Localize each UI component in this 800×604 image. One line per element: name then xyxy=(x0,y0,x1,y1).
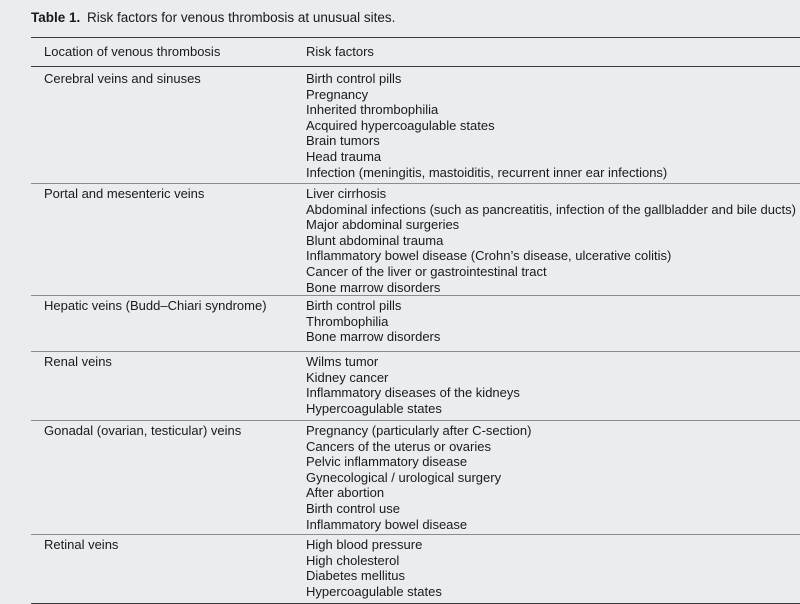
row-separator xyxy=(31,534,800,535)
risk-factor-item: Blunt abdominal trauma xyxy=(306,232,444,248)
risk-factors-cell xyxy=(306,537,800,599)
risk-factor-item: High blood pressure xyxy=(306,537,423,552)
risk-factor-item: Kidney cancer xyxy=(306,369,389,385)
risk-factor-item: Bone marrow disorders xyxy=(306,279,441,295)
row-separator xyxy=(31,420,800,421)
location-cell: Cerebral veins and sinuses xyxy=(44,71,201,86)
risk-factor-item: Cancers of the uterus or ovaries xyxy=(306,438,491,454)
row-separator xyxy=(31,351,800,352)
risk-factors-cell xyxy=(306,354,800,416)
table-caption-label: Table 1. xyxy=(31,10,81,25)
risk-factor-item: Hypercoagulable states xyxy=(306,400,442,416)
table-caption-text: Risk factors for venous thrombosis at unusual sites. xyxy=(87,10,396,25)
risk-factor-item: Birth control use xyxy=(306,500,400,516)
risk-factor-item: Wilms tumor xyxy=(306,354,379,369)
risk-factor-item: Liver cirrhosis xyxy=(306,186,387,201)
risk-factor-item: Birth control pills xyxy=(306,298,402,313)
location-cell: Hepatic veins (Budd–Chiari syndrome) xyxy=(44,298,267,313)
location-cell: Renal veins xyxy=(44,354,112,369)
table-top-rule xyxy=(31,37,800,38)
row-separator xyxy=(31,295,800,296)
risk-factor-item: Thrombophilia xyxy=(306,313,389,329)
risk-factor-item: High cholesterol xyxy=(306,552,400,568)
risk-factor-item: Head trauma xyxy=(306,148,382,164)
risk-factor-item: Brain tumors xyxy=(306,133,380,149)
location-cell: Gonadal (ovarian, testicular) veins xyxy=(44,423,242,438)
risk-factors-cell xyxy=(306,71,800,180)
risk-factor-item: Gynecological / urological surgery xyxy=(306,469,502,485)
risk-factor-item: Abdominal infections (such as pancreatitis, infection of the gallbladder and bile ducts) xyxy=(306,201,796,217)
risk-factor-item: Hypercoagulable states xyxy=(306,583,442,599)
risk-factor-item: Diabetes mellitus xyxy=(306,568,405,584)
column-header-location: Location of venous thrombosis xyxy=(44,44,221,59)
risk-factor-item: After abortion xyxy=(306,485,385,501)
table-caption xyxy=(31,10,395,25)
risk-factors-cell xyxy=(306,423,800,532)
risk-factors-cell xyxy=(306,186,800,295)
row-separator xyxy=(31,183,800,184)
risk-factors-cell xyxy=(306,298,800,345)
risk-factor-item: Inherited thrombophilia xyxy=(306,102,439,118)
table-header-rule xyxy=(31,66,800,67)
risk-factor-item: Inflammatory bowel disease (Crohn’s disease, ulcerative colitis) xyxy=(306,248,672,264)
risk-factor-item: Infection (meningitis, mastoiditis, recurrent inner ear infections) xyxy=(306,164,668,180)
column-header-risk-factors: Risk factors xyxy=(306,44,374,59)
risk-factor-item: Major abdominal surgeries xyxy=(306,217,460,233)
risk-factor-item: Pregnancy xyxy=(306,86,369,102)
risk-factor-item: Bone marrow disorders xyxy=(306,329,441,345)
risk-factor-item: Pregnancy (particularly after C-section) xyxy=(306,423,532,438)
location-cell: Retinal veins xyxy=(44,537,119,552)
risk-factor-item: Cancer of the liver or gastrointestinal tract xyxy=(306,263,547,279)
risk-factor-item: Birth control pills xyxy=(306,71,402,86)
risk-factor-item: Acquired hypercoagulable states xyxy=(306,117,495,133)
risk-factor-item: Pelvic inflammatory disease xyxy=(306,454,468,470)
risk-factor-item: Inflammatory diseases of the kidneys xyxy=(306,385,520,401)
risk-factor-item: Inflammatory bowel disease xyxy=(306,516,468,532)
location-cell: Portal and mesenteric veins xyxy=(44,186,205,201)
